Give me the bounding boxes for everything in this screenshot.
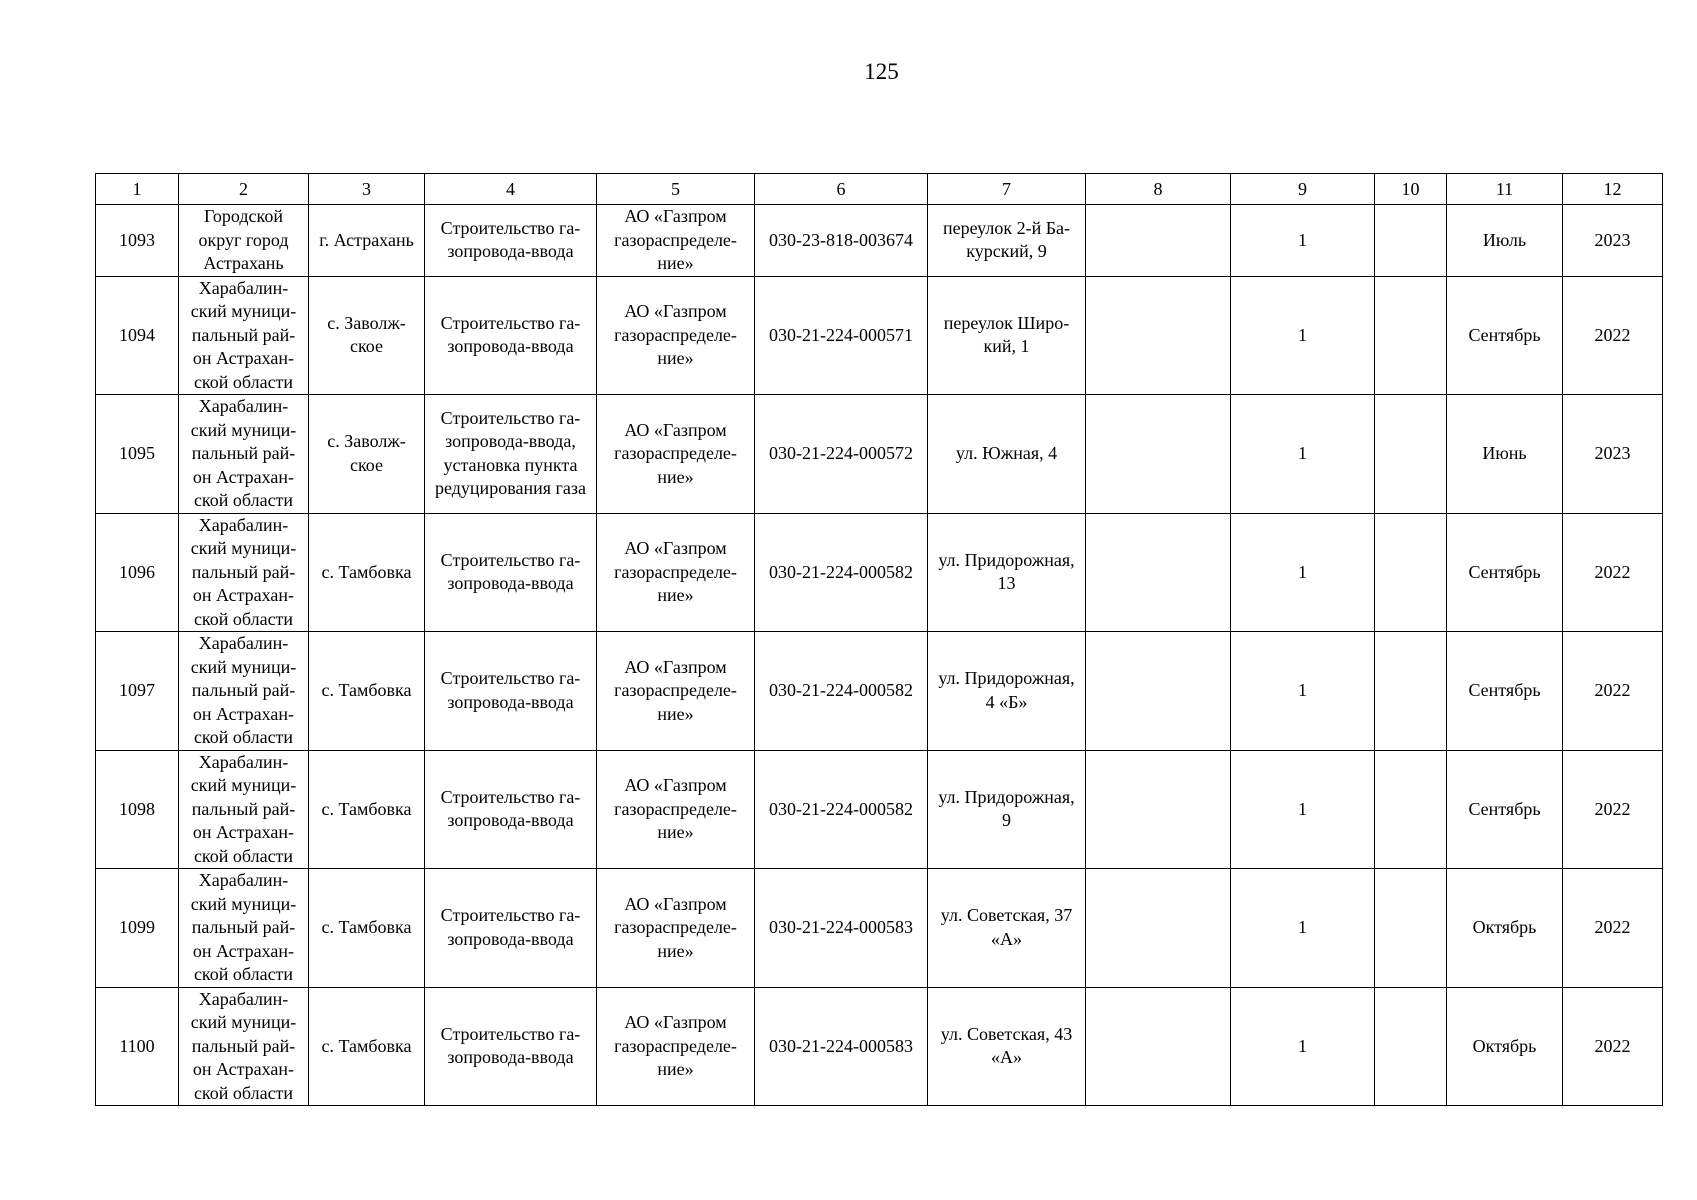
cell-line: Городской <box>204 206 283 226</box>
cell-address <box>928 750 1086 869</box>
cell-line: Харабалин- <box>198 514 289 535</box>
cell-line: Астрахань <box>203 253 284 273</box>
table-body <box>96 205 1663 1106</box>
cell-code: 030-23-818-003674 <box>755 205 928 277</box>
cell-work-type <box>425 276 597 395</box>
cell-work-type <box>425 205 597 277</box>
cell-line: ской области <box>193 490 294 510</box>
cell-col8 <box>1086 869 1231 988</box>
cell-organization <box>597 276 755 395</box>
cell-year: 2023 <box>1563 205 1663 277</box>
cell-line: редуцирования газа <box>435 478 586 499</box>
cell-month: Сентябрь <box>1447 276 1563 395</box>
cell-line: газораспределе- <box>614 229 737 250</box>
cell-line: зопровода-ввода <box>447 336 574 357</box>
cell-line: зопровода-ввода <box>447 1047 574 1068</box>
cell-code: 030-21-224-000572 <box>755 395 928 514</box>
cell-line: кий, 1 <box>983 336 1030 357</box>
cell-settlement <box>309 869 425 988</box>
cell-organization <box>597 395 755 514</box>
cell-line: пальный рай- <box>191 1035 296 1056</box>
cell-line: он Астрахан- <box>192 703 295 724</box>
cell-settlement <box>309 395 425 514</box>
cell-number: 1095 <box>96 395 179 514</box>
cell-line: Строительство га- <box>440 1023 581 1044</box>
column-header: 2 <box>179 174 309 205</box>
cell-settlement <box>309 513 425 632</box>
table-row <box>96 632 1663 751</box>
cell-line: с. Заволж- <box>327 431 406 452</box>
cell-organization <box>597 632 755 751</box>
cell-line: Строительство га- <box>440 407 581 428</box>
cell-district <box>179 987 309 1106</box>
cell-district <box>179 276 309 395</box>
cell-col10 <box>1375 632 1447 751</box>
table-row <box>96 513 1663 632</box>
cell-line: ской области <box>193 608 294 629</box>
cell-line: ской области <box>193 1082 294 1103</box>
cell-line: ние» <box>657 253 694 273</box>
cell-col9: 1 <box>1231 513 1375 632</box>
cell-line: пальный рай- <box>191 324 296 345</box>
cell-col9: 1 <box>1231 632 1375 751</box>
cell-code: 030-21-224-000583 <box>755 869 928 988</box>
data-table <box>95 173 1663 1106</box>
cell-work-type <box>425 987 597 1106</box>
cell-line: ние» <box>657 585 694 605</box>
cell-line: Харабалин- <box>198 870 289 890</box>
cell-line: ской области <box>193 371 294 392</box>
cell-line: 13 <box>997 573 1016 594</box>
cell-col8 <box>1086 205 1231 277</box>
cell-line: Строительство га- <box>440 312 581 333</box>
cell-col8 <box>1086 632 1231 751</box>
cell-code: 030-21-224-000582 <box>755 513 928 632</box>
cell-line: «А» <box>991 928 1022 949</box>
cell-line: Строительство га- <box>440 905 581 926</box>
cell-line: переулок 2-й Ба- <box>942 217 1071 238</box>
table-header-row <box>96 174 1663 205</box>
cell-line: ский муници- <box>190 419 297 440</box>
cell-line: ский муници- <box>190 775 297 795</box>
cell-year: 2022 <box>1563 869 1663 988</box>
cell-line: зопровода-ввода <box>447 241 574 262</box>
cell-line: г. Астрахань <box>319 229 414 250</box>
cell-line: он Астрахан- <box>192 348 295 368</box>
cell-line: с. Заволж- <box>327 312 406 333</box>
cell-month: Сентябрь <box>1447 632 1563 751</box>
cell-col10 <box>1375 395 1447 514</box>
cell-month: Июль <box>1447 205 1563 277</box>
cell-line: с. Тамбовка <box>321 680 412 700</box>
cell-address <box>928 205 1086 277</box>
cell-line: Харабалин- <box>198 751 289 772</box>
cell-district <box>179 632 309 751</box>
column-header: 3 <box>309 174 425 205</box>
cell-col9: 1 <box>1231 750 1375 869</box>
cell-line: ский муници- <box>190 1012 297 1032</box>
cell-number: 1096 <box>96 513 179 632</box>
cell-month: Сентябрь <box>1447 513 1563 632</box>
cell-line: установка пункта <box>443 454 578 475</box>
cell-month: Июнь <box>1447 395 1563 514</box>
cell-month: Сентябрь <box>1447 750 1563 869</box>
cell-address <box>928 987 1086 1106</box>
cell-line: АО «Газпром <box>624 893 727 914</box>
cell-line: с. Тамбовка <box>321 561 412 582</box>
cell-line: ский муници- <box>190 893 297 914</box>
cell-district <box>179 205 309 277</box>
cell-district <box>179 395 309 514</box>
cell-line: газораспределе- <box>614 1035 737 1056</box>
cell-year: 2022 <box>1563 987 1663 1106</box>
cell-line: пальный рай- <box>191 798 296 819</box>
cell-district <box>179 869 309 988</box>
cell-col10 <box>1375 205 1447 277</box>
cell-line: газораспределе- <box>614 798 737 819</box>
cell-col9: 1 <box>1231 987 1375 1106</box>
cell-line: 9 <box>1002 810 1011 831</box>
cell-district <box>179 513 309 632</box>
cell-line: с. Тамбовка <box>321 798 412 819</box>
cell-organization <box>597 987 755 1106</box>
cell-line: Харабалин- <box>198 277 289 298</box>
cell-settlement <box>309 987 425 1106</box>
cell-line: зопровода-ввода <box>447 928 574 949</box>
cell-address <box>928 395 1086 514</box>
cell-line: газораспределе- <box>614 443 737 463</box>
cell-line: газораспределе- <box>614 561 737 582</box>
cell-line: пальный рай- <box>191 443 296 463</box>
cell-line: с. Тамбовка <box>321 917 412 937</box>
cell-line: зопровода-ввода <box>447 573 574 594</box>
cell-col8 <box>1086 513 1231 632</box>
cell-line: ние» <box>657 940 694 961</box>
cell-line: ский муници- <box>190 301 297 321</box>
cell-line: ский муници- <box>190 656 297 677</box>
cell-col9: 1 <box>1231 276 1375 395</box>
cell-address <box>928 632 1086 751</box>
cell-line: газораспределе- <box>614 917 737 937</box>
cell-line: «А» <box>991 1047 1022 1068</box>
cell-line: газораспределе- <box>614 324 737 345</box>
cell-organization <box>597 869 755 988</box>
cell-work-type <box>425 632 597 751</box>
cell-code: 030-21-224-000583 <box>755 987 928 1106</box>
table-row <box>96 869 1663 988</box>
column-header: 10 <box>1375 174 1447 205</box>
cell-line: курский, 9 <box>966 241 1047 262</box>
cell-month: Октябрь <box>1447 869 1563 988</box>
cell-line: ул. Придорожная, <box>938 549 1075 570</box>
cell-organization <box>597 205 755 277</box>
cell-address <box>928 513 1086 632</box>
cell-line: ской области <box>193 845 294 866</box>
cell-col10 <box>1375 750 1447 869</box>
cell-year: 2022 <box>1563 513 1663 632</box>
cell-line: зопровода-ввода, <box>445 431 576 452</box>
table-row <box>96 987 1663 1106</box>
cell-work-type <box>425 395 597 514</box>
cell-line: Харабалин- <box>198 633 289 653</box>
cell-line: пальный рай- <box>191 680 296 700</box>
cell-col8 <box>1086 395 1231 514</box>
cell-line: ское <box>349 336 384 357</box>
cell-line: зопровода-ввода <box>447 691 574 712</box>
column-header: 7 <box>928 174 1086 205</box>
cell-number: 1099 <box>96 869 179 988</box>
cell-organization <box>597 513 755 632</box>
column-header: 6 <box>755 174 928 205</box>
cell-line: округ город <box>198 229 289 250</box>
cell-line: ул. Советская, 43 <box>940 1023 1073 1044</box>
cell-number: 1100 <box>96 987 179 1106</box>
cell-work-type <box>425 869 597 988</box>
cell-work-type <box>425 513 597 632</box>
cell-settlement <box>309 632 425 751</box>
cell-line: Строительство га- <box>440 668 581 689</box>
cell-col10 <box>1375 987 1447 1106</box>
column-header: 4 <box>425 174 597 205</box>
cell-line: газораспределе- <box>614 680 737 700</box>
cell-line: он Астрахан- <box>192 940 295 961</box>
cell-year: 2022 <box>1563 276 1663 395</box>
cell-line: АО «Газпром <box>624 775 727 795</box>
cell-col10 <box>1375 513 1447 632</box>
cell-line: 4 «Б» <box>985 691 1028 712</box>
cell-col9: 1 <box>1231 869 1375 988</box>
cell-code: 030-21-224-000582 <box>755 750 928 869</box>
cell-line: Строительство га- <box>440 549 581 570</box>
cell-line: Харабалин- <box>198 396 289 416</box>
column-header: 1 <box>96 174 179 205</box>
cell-line: АО «Газпром <box>624 538 727 558</box>
table-row <box>96 276 1663 395</box>
cell-line: с. Тамбовка <box>321 1035 412 1056</box>
cell-line: пальный рай- <box>191 561 296 582</box>
cell-col10 <box>1375 276 1447 395</box>
table-row <box>96 395 1663 514</box>
cell-line: он Астрахан- <box>192 585 295 605</box>
cell-line: ул. Советская, 37 <box>940 905 1073 926</box>
cell-line: ский муници- <box>190 538 297 558</box>
cell-organization <box>597 750 755 869</box>
cell-line: ние» <box>657 348 694 368</box>
page-number: 125 <box>864 59 899 84</box>
column-header: 5 <box>597 174 755 205</box>
cell-line: ние» <box>657 703 694 724</box>
cell-line: ул. Придорожная, <box>938 786 1075 807</box>
cell-line: ние» <box>657 1059 694 1079</box>
cell-line: пальный рай- <box>191 917 296 937</box>
cell-year: 2022 <box>1563 632 1663 751</box>
column-header: 12 <box>1563 174 1663 205</box>
cell-line: ской области <box>193 727 294 747</box>
cell-number: 1098 <box>96 750 179 869</box>
cell-line: он Астрахан- <box>192 1059 295 1079</box>
cell-col9: 1 <box>1231 205 1375 277</box>
cell-line: ул. Южная, 4 <box>955 443 1058 463</box>
table-row <box>96 205 1663 277</box>
cell-line: АО «Газпром <box>624 1012 727 1032</box>
cell-line: АО «Газпром <box>624 301 727 321</box>
cell-number: 1097 <box>96 632 179 751</box>
column-header: 9 <box>1231 174 1375 205</box>
cell-col9: 1 <box>1231 395 1375 514</box>
cell-line: он Астрахан- <box>192 466 295 487</box>
cell-code: 030-21-224-000571 <box>755 276 928 395</box>
cell-district <box>179 750 309 869</box>
cell-line: ние» <box>657 466 694 487</box>
column-header: 11 <box>1447 174 1563 205</box>
cell-number: 1093 <box>96 205 179 277</box>
cell-work-type <box>425 750 597 869</box>
cell-line: АО «Газпром <box>624 656 727 677</box>
column-header: 8 <box>1086 174 1231 205</box>
cell-line: Харабалин- <box>198 988 289 1009</box>
cell-line: АО «Газпром <box>624 206 727 226</box>
cell-year: 2023 <box>1563 395 1663 514</box>
cell-col8 <box>1086 276 1231 395</box>
cell-line: Строительство га- <box>440 786 581 807</box>
cell-settlement <box>309 750 425 869</box>
cell-line: ул. Придорожная, <box>938 668 1075 689</box>
cell-line: переулок Широ- <box>943 312 1070 333</box>
cell-col10 <box>1375 869 1447 988</box>
cell-line: Строительство га- <box>440 217 581 238</box>
cell-year: 2022 <box>1563 750 1663 869</box>
cell-address <box>928 276 1086 395</box>
cell-line: зопровода-ввода <box>447 810 574 831</box>
cell-col8 <box>1086 987 1231 1106</box>
cell-line: АО «Газпром <box>624 419 727 440</box>
cell-address <box>928 869 1086 988</box>
cell-col8 <box>1086 750 1231 869</box>
cell-line: он Астрахан- <box>192 822 295 842</box>
cell-month: Октябрь <box>1447 987 1563 1106</box>
table-row <box>96 750 1663 869</box>
cell-line: ское <box>349 454 384 475</box>
cell-line: ние» <box>657 822 694 842</box>
cell-number: 1094 <box>96 276 179 395</box>
cell-line: ской области <box>193 964 294 984</box>
cell-code: 030-21-224-000582 <box>755 632 928 751</box>
cell-settlement <box>309 276 425 395</box>
cell-settlement <box>309 205 425 277</box>
